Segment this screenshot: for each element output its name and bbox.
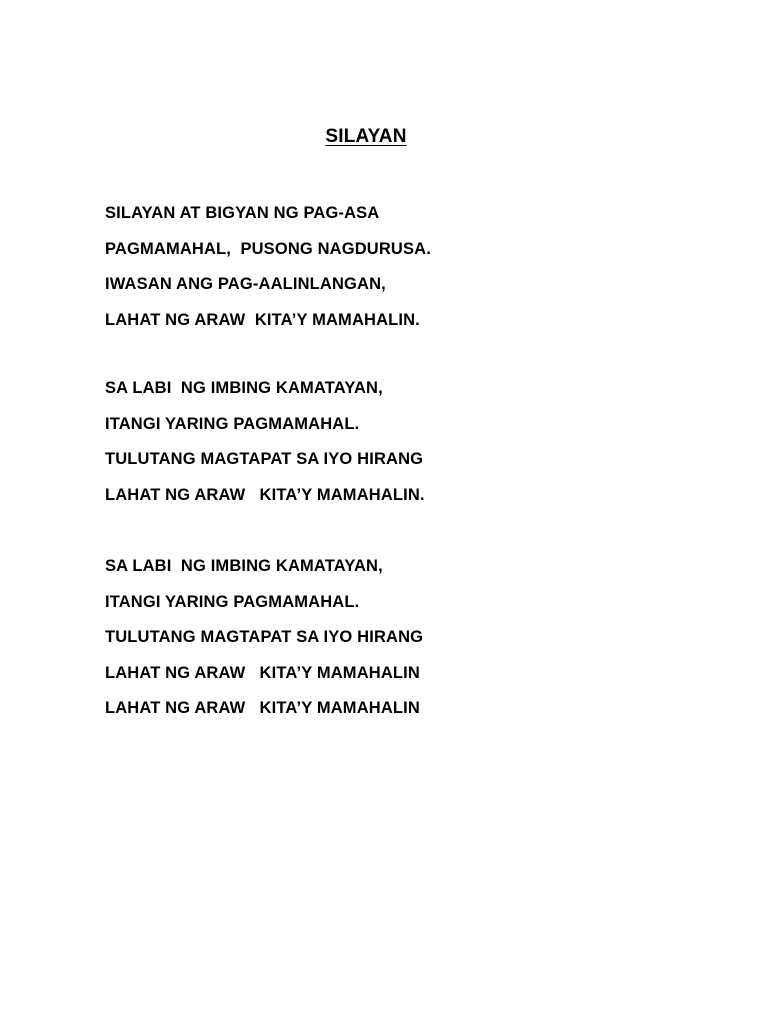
lyric-line: TULUTANG MAGTAPAT SA IYO HIRANG <box>105 450 424 468</box>
lyric-line: PAGMAMAHAL, PUSONG NAGDURUSA. <box>105 239 431 258</box>
document-title: SILAYAN <box>325 126 407 147</box>
stanza-1 <box>105 203 431 345</box>
lyric-line: IWASAN ANG PAG-AALINLANGAN, <box>105 275 386 293</box>
lyric-line: SILAYAN AT BIGYAN NG PAG-ASA <box>105 204 380 222</box>
lyric-line: SA LABI NG IMBING KAMATAYAN, <box>105 379 383 397</box>
lyric-line: ITANGI YARING PAGMAMAHAL. <box>105 414 360 433</box>
lyric-line: LAHAT NG ARAW KITA’Y MAMAHALIN <box>105 699 420 717</box>
lyric-line: LAHAT NG ARAW KITA’Y MAMAHALIN <box>105 663 420 682</box>
stanza-3 <box>105 556 423 734</box>
lyric-line: SA LABI NG IMBING KAMATAYAN, <box>105 557 383 575</box>
lyric-line: LAHAT NG ARAW KITA’Y MAMAHALIN. <box>105 485 425 504</box>
lyric-line: TULUTANG MAGTAPAT SA IYO HIRANG <box>105 628 424 646</box>
lyric-line: LAHAT NG ARAW KITA’Y MAMAHALIN. <box>105 310 420 329</box>
stanza-2 <box>105 378 425 520</box>
lyric-line: ITANGI YARING PAGMAMAHAL. <box>105 592 360 611</box>
